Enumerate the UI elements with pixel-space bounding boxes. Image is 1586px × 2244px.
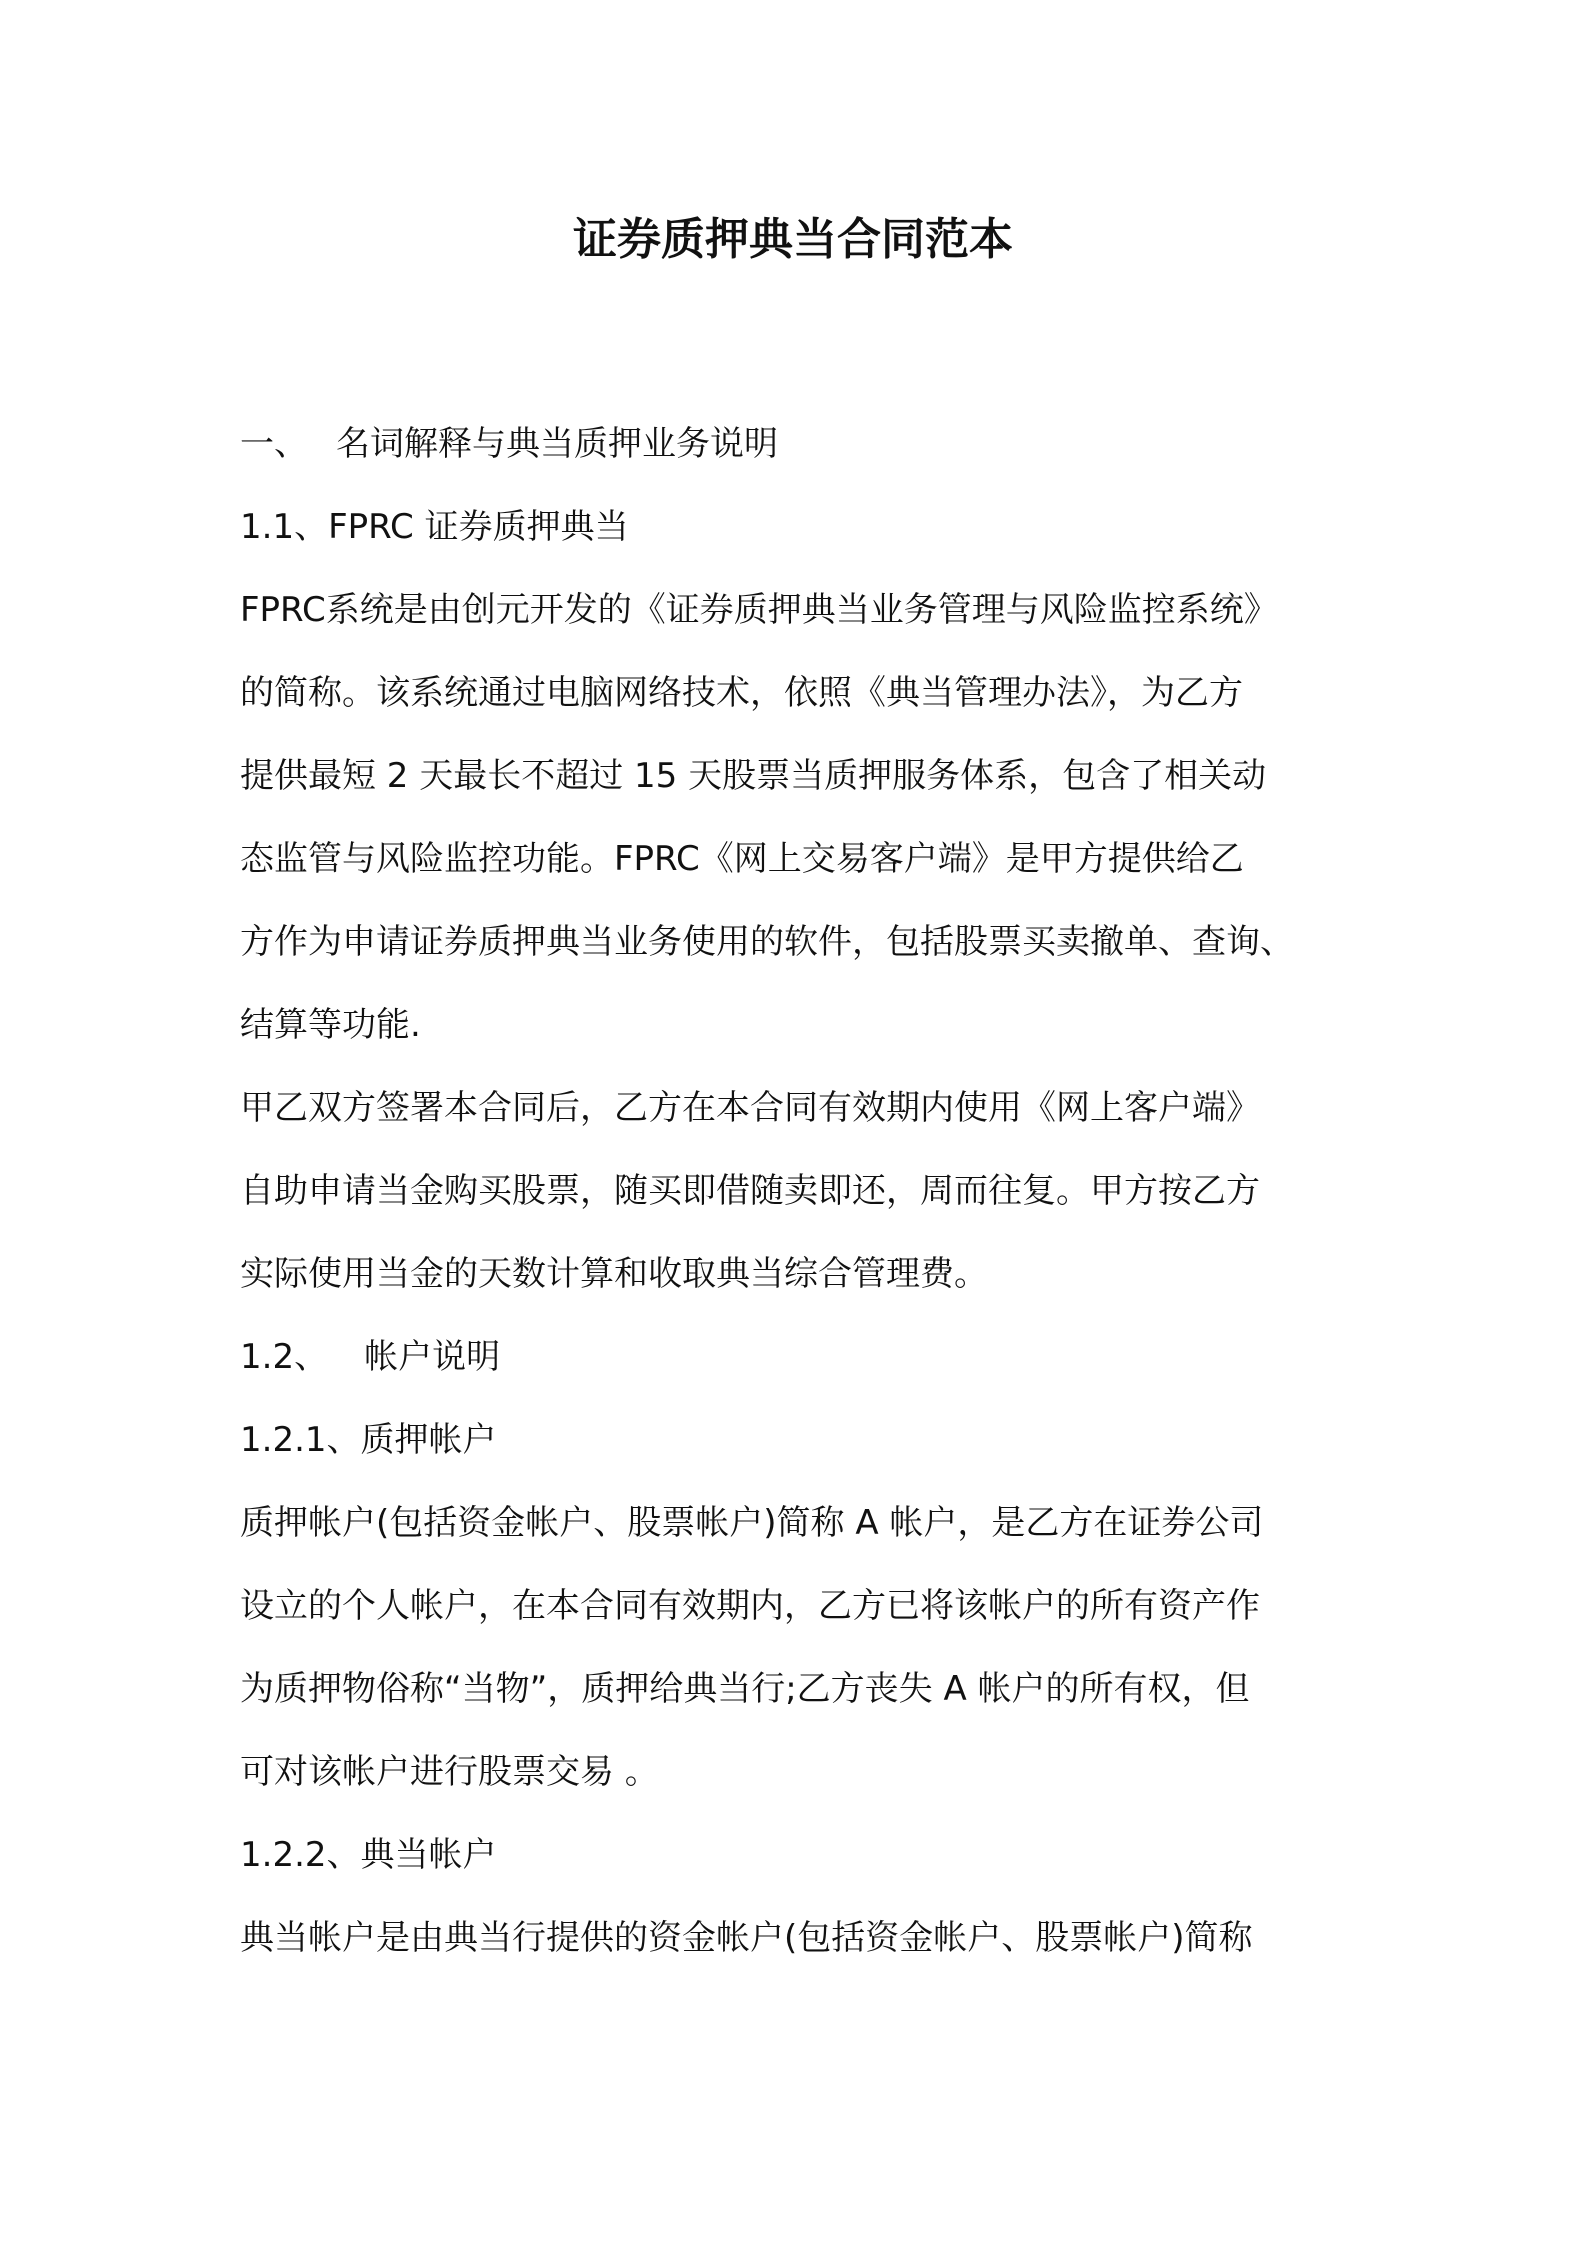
paragraph-line: 为质押物俗称“当物”，质押给典当行;乙方丧失 A 帐户的所有权，但: [240, 1669, 1250, 1709]
subsection-title: 帐户说明: [364, 1337, 501, 1377]
paragraph-line: 提供最短 2 天最长不超过 15 天股票当质押服务体系，包含了相关动: [240, 756, 1267, 796]
section-title: 名词解释与典当质押业务说明: [336, 424, 778, 464]
paragraph-line: 典当帐户是由典当行提供的资金帐户(包括资金帐户、股票帐户)简称: [240, 1918, 1253, 1958]
subsection-heading-1-2-2: 1.2.2、典当帐户: [240, 1835, 497, 1875]
paragraph-pledge-account: [240, 1482, 1360, 1814]
paragraph-line: 可对该帐户进行股票交易 。: [240, 1752, 659, 1792]
section-number: 一、: [240, 424, 308, 464]
paragraph-line: 甲乙双方签署本合同后，乙方在本合同有效期内使用《网上客户端》: [240, 1088, 1260, 1128]
paragraph-line: 结算等功能.: [240, 1005, 421, 1045]
paragraph-contract-usage: [240, 1067, 1360, 1316]
paragraph-pawn-account: [240, 1897, 1360, 1980]
paragraph-line: FPRC系统是由创元开发的《证券质押典当业务管理与风险监控系统》: [240, 590, 1278, 630]
subsection-heading-1-1: 1.1、FPRC 证券质押典当: [240, 507, 629, 547]
paragraph-line: 质押帐户(包括资金帐户、股票帐户)简称 A 帐户，是乙方在证券公司: [240, 1503, 1264, 1543]
subsection-heading-1-2-1: 1.2.1、质押帐户: [240, 1420, 497, 1460]
paragraph-line: 方作为申请证券质押典当业务使用的软件，包括股票买卖撤单、查询、: [240, 922, 1294, 962]
subsection-heading-1-2: [240, 1316, 1360, 1399]
paragraph-line: 实际使用当金的天数计算和收取典当综合管理费。: [240, 1254, 988, 1294]
paragraph-line: 的简称。该系统通过电脑网络技术，依照《典当管理办法》，为乙方: [240, 673, 1243, 713]
document-body: [240, 403, 1360, 1980]
paragraph-line: 态监管与风险监控功能。FPRC《网上交易客户端》是甲方提供给乙: [240, 839, 1244, 879]
paragraph-line: 自助申请当金购买股票，随买即借随卖即还，周而往复。甲方按乙方: [240, 1171, 1260, 1211]
section-heading-1: [240, 403, 1360, 486]
document-title: 证券质押典当合同范本: [573, 214, 1013, 265]
subsection-number: 1.2、: [240, 1337, 329, 1377]
paragraph-fprc-system: [240, 569, 1360, 1067]
paragraph-line: 设立的个人帐户，在本合同有效期内，乙方已将该帐户的所有资产作: [240, 1586, 1260, 1626]
